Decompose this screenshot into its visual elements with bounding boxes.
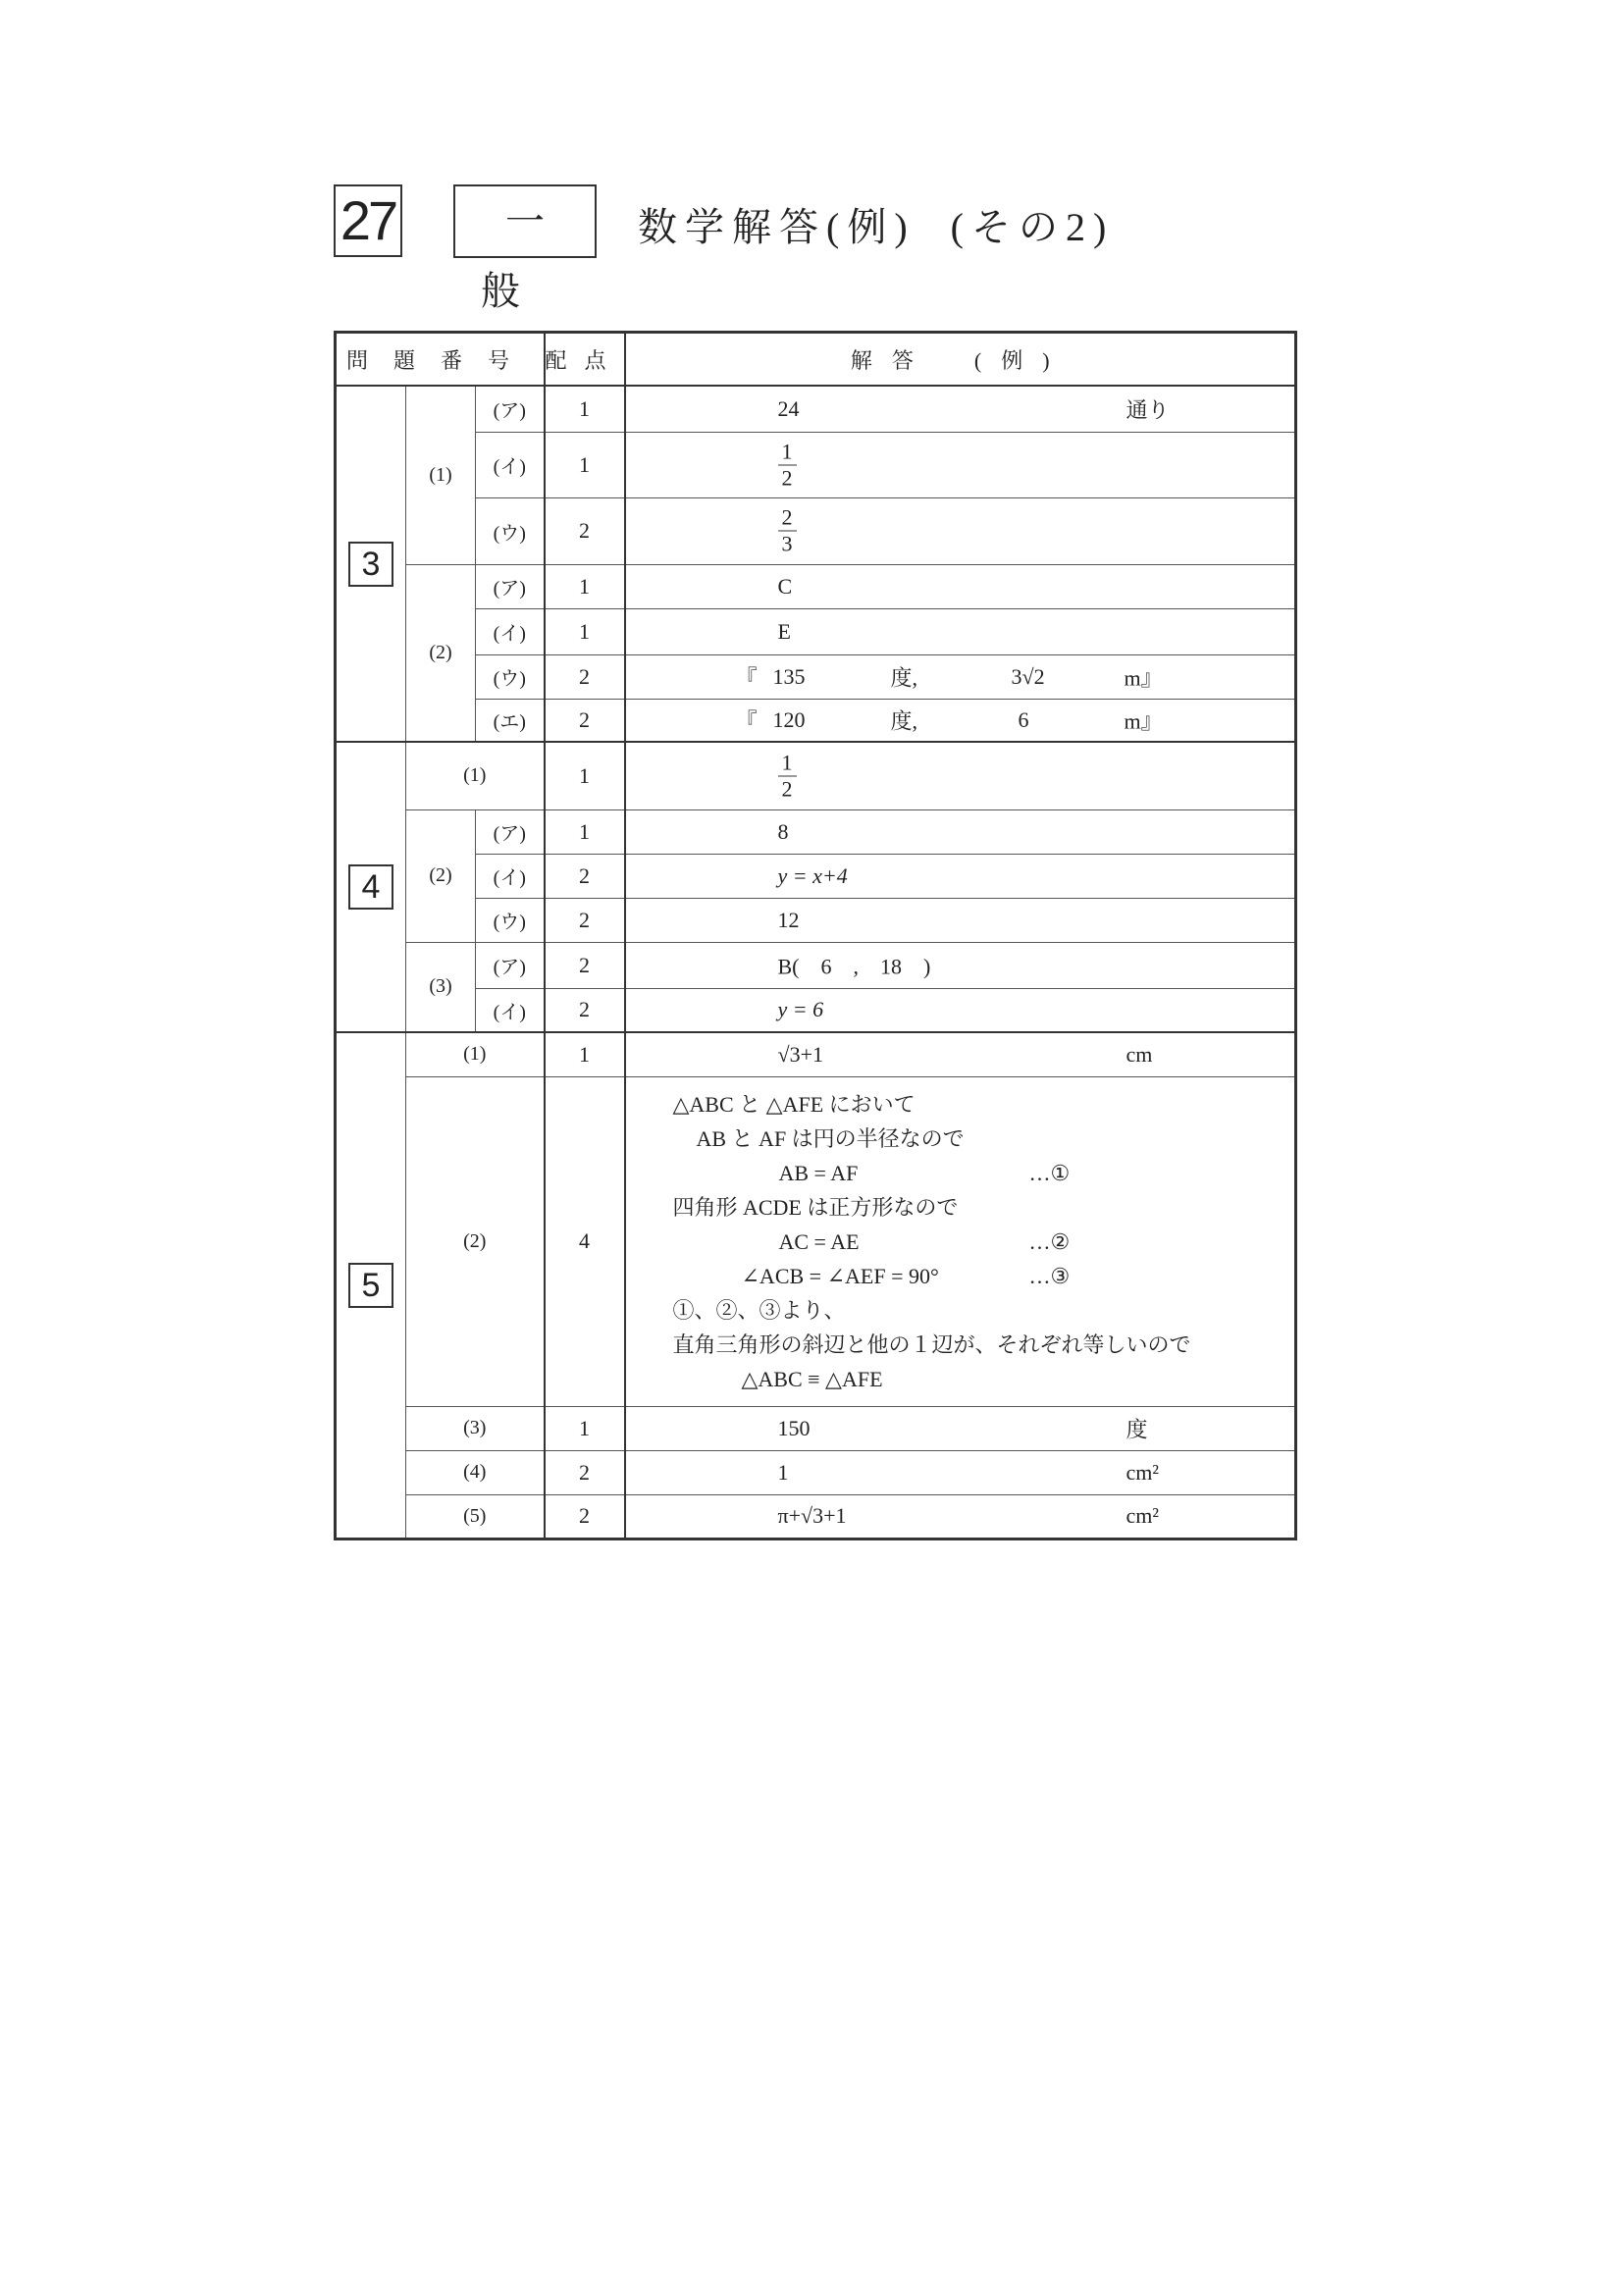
points: 1 — [545, 432, 625, 497]
points: 1 — [545, 1032, 625, 1076]
section-3 — [336, 386, 406, 742]
table-row — [336, 1450, 1296, 1494]
table-row — [336, 1406, 1296, 1450]
denominator: 2 — [781, 776, 793, 802]
table-row — [336, 809, 1296, 854]
points: 1 — [545, 742, 625, 809]
part-label: (4) — [406, 1450, 545, 1494]
answer: 1 — [777, 1459, 789, 1485]
exam-number-box: 27 — [334, 184, 402, 257]
proof-line: △ABC と △AFE において — [672, 1091, 916, 1117]
points: 2 — [545, 854, 625, 898]
points: 1 — [545, 1406, 625, 1450]
part-label: (1) — [406, 742, 545, 809]
table-row — [336, 854, 1296, 898]
sub-label: (ウ) — [476, 654, 545, 699]
section-label: 5 — [348, 1263, 393, 1308]
proof-line: ∠ACB = ∠AEF = 90° …③ — [741, 1263, 1071, 1288]
table-row — [336, 988, 1296, 1032]
table-header — [336, 333, 1296, 387]
unit: cm² — [1126, 1503, 1159, 1528]
numerator: 2 — [778, 505, 797, 532]
answer: √3+1 — [777, 1041, 823, 1067]
sub-label: (ア) — [476, 809, 545, 854]
proof-line: AC = AE …② — [778, 1228, 1071, 1254]
answer: y = 6 — [777, 997, 824, 1022]
open-bracket: 『 — [735, 665, 758, 690]
table-row — [336, 1032, 1296, 1076]
header-points: 配点 — [545, 333, 625, 387]
proof-line: ①、②、③より、 — [672, 1297, 846, 1323]
sub-label: (ア) — [476, 564, 545, 608]
points: 2 — [545, 988, 625, 1032]
sub-label: (ウ) — [476, 497, 545, 564]
header-question-no: 問題番号 — [336, 333, 545, 387]
section-4 — [336, 742, 406, 1032]
sub-label: (ア) — [476, 942, 545, 988]
part-label: (2) — [406, 564, 476, 742]
points: 2 — [545, 654, 625, 699]
proof-line: △ABC ≡ △AFE — [741, 1366, 883, 1391]
proof-line: 四角形 ACDE は正方形なので — [672, 1194, 959, 1220]
table-row — [336, 608, 1296, 654]
part-label: (1) — [406, 386, 476, 564]
part-label: (1) — [406, 1032, 545, 1076]
answer: 24 — [777, 395, 800, 421]
answer-length: 3√2 — [1011, 663, 1045, 689]
unit-degree: 度, — [890, 665, 918, 690]
category-box: 一般 — [453, 184, 597, 258]
unit-meter: m』 — [1124, 665, 1163, 690]
fraction-answer — [778, 750, 797, 802]
answer-length: 6 — [1018, 706, 1029, 732]
table-row — [336, 1076, 1296, 1406]
table-row — [336, 898, 1296, 942]
points: 1 — [545, 809, 625, 854]
answer: 150 — [777, 1415, 811, 1440]
points: 2 — [545, 1450, 625, 1494]
table-row — [336, 699, 1296, 742]
sub-label: (イ) — [476, 854, 545, 898]
unit: 度 — [1126, 1417, 1148, 1441]
table-row — [336, 1494, 1296, 1539]
answer: C — [777, 573, 793, 599]
part-label: (3) — [406, 1406, 545, 1450]
answer: B( 6 , 18 ) — [777, 954, 931, 978]
points: 4 — [545, 1076, 625, 1406]
points: 2 — [545, 497, 625, 564]
sub-label: (イ) — [476, 608, 545, 654]
proof-text — [625, 1076, 1296, 1406]
numerator: 1 — [778, 750, 797, 776]
table-row — [336, 497, 1296, 564]
sub-label: (ア) — [476, 386, 545, 432]
table-row — [336, 386, 1296, 432]
part-label: (2) — [406, 1076, 545, 1406]
section-5 — [336, 1032, 406, 1539]
table-row — [336, 654, 1296, 699]
sub-label: (ウ) — [476, 898, 545, 942]
section-label: 3 — [348, 542, 393, 587]
open-bracket: 『 — [735, 708, 758, 734]
points: 1 — [545, 564, 625, 608]
page-title — [638, 196, 1149, 252]
proof-line: AB = AF …① — [778, 1160, 1071, 1185]
denominator: 2 — [781, 465, 793, 490]
points: 2 — [545, 942, 625, 988]
answer-table — [334, 331, 1297, 1540]
sub-label: (エ) — [476, 699, 545, 742]
answer: 12 — [777, 907, 800, 932]
unit: cm — [1126, 1041, 1153, 1067]
points: 2 — [545, 699, 625, 742]
part-label: (2) — [406, 809, 476, 942]
answer: 8 — [777, 818, 789, 844]
table-row — [336, 432, 1296, 497]
points: 2 — [545, 1494, 625, 1539]
answer-angle: 120 — [772, 706, 806, 732]
proof-line: 直角三角形の斜辺と他の１辺が、それぞれ等しいので — [672, 1331, 1191, 1357]
denominator: 3 — [781, 531, 793, 556]
header-answer: 解答 (例) — [625, 333, 1296, 387]
unit-degree: 度, — [890, 708, 918, 734]
points: 1 — [545, 608, 625, 654]
answer-angle: 135 — [772, 663, 806, 689]
answer: y = x+4 — [777, 862, 848, 888]
title-part: (その2) — [950, 205, 1115, 249]
unit-meter: m』 — [1124, 708, 1163, 734]
table-row — [336, 564, 1296, 608]
table-row — [336, 742, 1296, 809]
title-main: 数学解答(例) — [638, 205, 916, 249]
sub-label: (イ) — [476, 988, 545, 1032]
fraction-answer — [778, 505, 797, 557]
unit: cm² — [1126, 1459, 1159, 1485]
points: 1 — [545, 386, 625, 432]
sub-label: (イ) — [476, 432, 545, 497]
answer: π+√3+1 — [777, 1503, 847, 1528]
answer: E — [777, 618, 791, 644]
points: 2 — [545, 898, 625, 942]
fraction-answer — [778, 439, 797, 491]
part-label: (3) — [406, 942, 476, 1032]
table-row — [336, 942, 1296, 988]
unit: 通り — [1126, 397, 1170, 423]
numerator: 1 — [778, 439, 797, 465]
proof-line: AB と AF は円の半径なので — [696, 1125, 965, 1151]
section-label: 4 — [348, 864, 393, 910]
part-label: (5) — [406, 1494, 545, 1539]
